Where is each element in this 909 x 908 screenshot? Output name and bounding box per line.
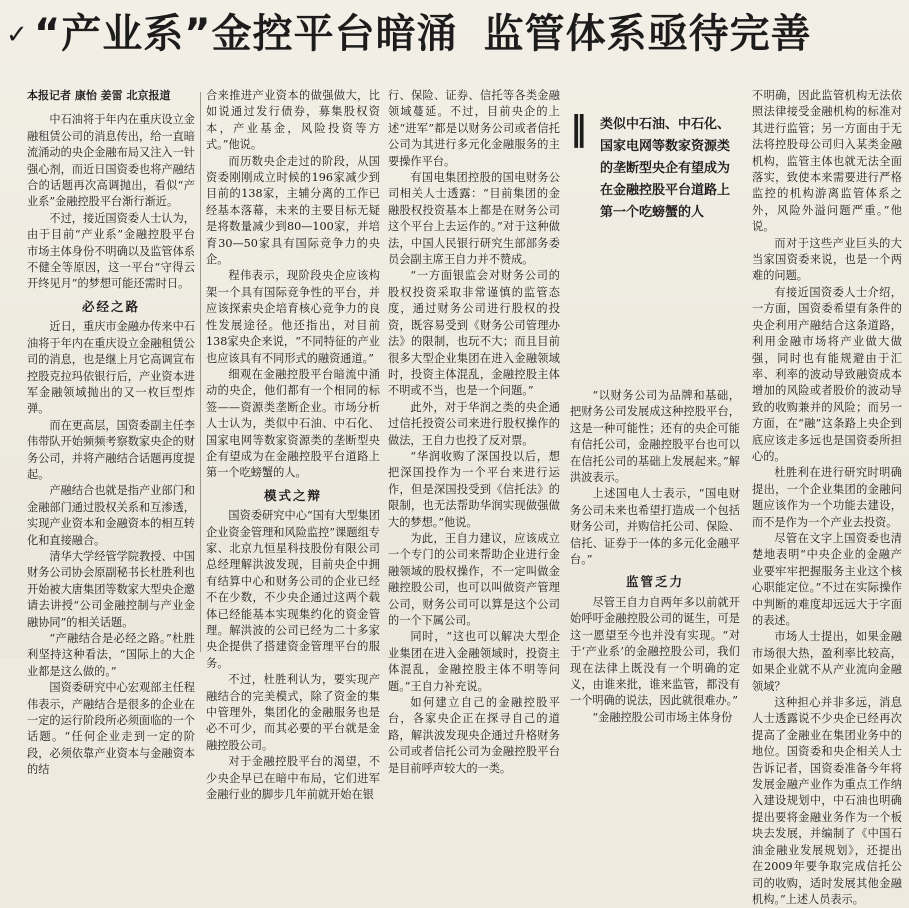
- column-3: [388, 88, 560, 775]
- paragraph: 杜胜利在进行研究时明确提出，一个企业集团的金融问题应该作为一个功能去建设，而不是作为一个产业去投资。: [752, 466, 902, 529]
- byline: 本报记者 康怡 姜雷 北京报道: [27, 89, 171, 102]
- paragraph: 细观在金融控股平台暗流中涌动的央企，他们都有一个相同的标签——资源类垄断企业。市场分析人士认为，类似中石油、中石化、国家电网等数家资源类的垄断型央企有望成为在金融控股平台道路上第一个吃螃蟹的人。: [206, 367, 380, 480]
- paragraph: 如何建立自己的金融控股平台，各家央企正在探寻自己的道路，解洪波发现央企通过升格财务公司或者信托公司为金融控股平台是目前呼声较大的一类。: [388, 696, 560, 775]
- subheading-model-debate: 模式之辩: [263, 487, 322, 503]
- pull-quote-text: 类似中石油、中石化、国家电网等数家资源类的垄断型央企有望成为在金融控股平台道路上第一个吃螃蟹的人: [600, 117, 731, 220]
- paragraph: 产融结合也就是指产业部门和金融部门通过股权关系和互渗透，实现产业资本和金融资本的相互转化和直接融合。: [27, 484, 195, 547]
- column-divider: [200, 92, 201, 652]
- paragraph: 尽管在文字上国资委也清楚地表明“中央企业的金融产业要牢牢把握服务主业这个核心职能定位。”不过在实际操作中判断的难度却远远大于字面的表述。: [752, 531, 902, 627]
- subheading-essential-path: 必经之路: [81, 298, 140, 314]
- paragraph: 行、保险、证券、信托等各类金融领域蔓延。不过，目前央企的上述“进军”都是以财务公司或者信托公司为其进行多元化金融服务的主要操作平台。: [388, 89, 560, 168]
- column-2: [206, 88, 380, 802]
- paragraph: 中石油将于年内在重庆设立金融租赁公司的消息传出，给一直暗流涌动的央企金融布局又注入一针强心剂，而近日国资委也将产融结合的话题再次高调抛出，看似“产业系”金融控股平台渐行渐近。: [27, 113, 195, 209]
- paragraph: 近日，重庆市金融办传来中石油将于年内在重庆设立金融租赁公司的消息，也是继上月它高调宣布控股克拉玛依银行后，产业资本进军金融领域抛出的又一枚巨型炸弹。: [27, 320, 195, 416]
- column-5: [752, 88, 902, 906]
- column-4: [570, 88, 740, 724]
- paragraph: 同时，“这也可以解决大型企业集团在进入金融领域时，投资主体混乱，金融控股主体不明等问题。”王自力补充说。: [388, 630, 560, 693]
- paragraph: 市场人士提出，如果金融市场很大热，盈利率比较高，如果企业就不从产业流向金融领域？: [752, 630, 902, 693]
- headline-main: “产业系”金控平台暗涌: [34, 11, 458, 57]
- subheading-weak-oversight: 监管乏力: [625, 574, 684, 590]
- paragraph: “华润收购了深国投以后，想把深国投作为一个平台来进行运作，但是深国投受到《信托法》的限制，也无法帮助华润实现做强做大的梦想。”他说。: [388, 449, 560, 529]
- paragraph: 国资委研究中心宏观部主任程伟表示，产融结合是很多的企业在一定的运行阶段所必须面临的一个话题。“任何企业走到一定的阶段，必须依靠产业资本与金融资本的结: [27, 681, 195, 777]
- paragraph: 有国电集团控股的国电财务公司相关人士透露：“目前集团的金融股权投资基本上都是在财务公司这个平台上去运作的。”对于这种做法，中国人民银行研究生部部务委员会副主席王自力并不赞成。: [388, 171, 560, 267]
- paragraph: “产融结合是必经之路。”杜胜利坚持这种看法，“国际上的大企业都是这么做的。”: [27, 632, 195, 678]
- paragraph: 合来推进产业资本的做强做大，比如说通过发行债券，募集股权资本，产业基金，风险投资等方式。”他说。: [206, 89, 380, 152]
- paragraph: “金融控股公司市场主体身份: [592, 710, 733, 724]
- paragraph: 有接近国资委人士介绍，一方面，国资委希望有条件的央企利用产融结合这条道路，利用金融市场将产业做大做强，同时也有能规避由于汇率、利率的波动导致融资成本增加的风险或者股价的波动导致的收购兼并的风险；而另一方面，在“融”这条路上央企到底应该走多远也是国资委所担心的。: [752, 285, 902, 463]
- paragraph: 清华大学经管学院教授、中国财务公司协会原副秘书长杜胜利也开始被大唐集团等数家大型央企邀请去讲授“公司金融控制与产业金融协同”的相关话题。: [27, 549, 195, 629]
- paragraph: 此外，对于华润之类的央企通过信托投资公司来进行股权操作的做法，王自力也投了反对票。: [388, 400, 560, 447]
- paragraph: 上述国电人士表示，“国电财务公司未来也希望打造成一个包括财务公司，并购信托公司、保险、信托、证券于一体的多元化金融平台。”: [570, 487, 740, 567]
- headline-secondary: 监管体系亟待完善: [483, 11, 812, 57]
- paragraph: 国资委研究中心“国有大型集团企业资金管理和风险监控”课题组专家、北京九恒星科技股份有限公司总经理解洪波发现，目前央企中拥有结算中心和财务公司的企业已经不在少数，不少央企通过这两个载体已经能基本实现集约化的资金管理。解洪波的公司已经为二十多家央企提供了搭建资金管理平台的服务。: [206, 509, 380, 670]
- paragraph: 尽管王自力自两年多以前就开始呼吁金融控股公司的诞生，可是这一愿望至今也并没有实现。“对于‘产业系’的金融控股公司，我们现在法律上既没有一个明确的定义，由谁来批，谁来监管，都没有一个明确的说法，因此就很难办。”: [570, 595, 740, 708]
- paragraph: 不过，接近国资委人士认为，由于目前“产业系”金融控股平台市场主体身份不明确以及监管体系不健全等原因，这一平台“守得云开终见月”的梦想可能还需时日。: [27, 211, 195, 291]
- paragraph: 程伟表示，现阶段央企应该构架一个具有国际竞争性的平台，并应该探索央企培育核心竞争力的良性发展途径。他还指出，对目前138家央企来说，“不同特征的产业也应该具有不同形式的融资通道。”: [206, 269, 380, 365]
- paragraph: “一方面银监会对财务公司的股权投资采取非常谨慎的监管态度，通过财务公司进行股权的投资，既容易受到《财务公司管理办法》的限制，也玩不大；而且目前很多大型企业集团在进入金融领域时，投资主体混乱，金融控股主体不明或不当，也是一个问题。”: [388, 269, 560, 398]
- paragraph: “以财务公司为品牌和基础，把财务公司发展成这种控股平台，这是一种可能性；还有的央企可能有信托公司，金融控股平台也可以在信托公司的基础上发展起来。”解洪波表示。: [570, 389, 740, 485]
- paragraph: 而在更高层，国资委副主任李伟带队开始频频考察数家央企的财务公司，并将产融结合话题再度提起。: [27, 418, 195, 481]
- paragraph: 而历数央企走过的阶段，从国资委刚刚成立时候的196家减少到目前的138家，主辅分离的工作已经基本落幕，未来的主要目标无疑是将数量减少到80—100家，并培育30—50家具有国际竞争力的央企。: [206, 154, 380, 267]
- paragraph: 不过，杜胜利认为，要实现产融结合的完美模式，除了资金的集中管理外，集团化的金融服务也是必不可少，而其必要的平台就是金融控股公司。: [206, 673, 380, 752]
- paragraph: 不明确，因此监管机构无法依照法律接受金融机构的标准对其进行监管；另一方面由于无法将控股母公司归入某类金融机构，监管主体也就无法全面落实，致使本来需要进行严格监控的机构游离监管体系之外，风险外溢问题严重。”他说。: [752, 89, 902, 234]
- headline: [34, 6, 812, 62]
- paragraph: 而对于这些产业巨头的大当家国资委来说，也是一个两难的问题。: [752, 236, 902, 283]
- column-1: [27, 88, 195, 777]
- pull-quote-marks-icon: ‖: [570, 109, 587, 149]
- paragraph: 对于金融控股平台的渴望，不少央企早已在暗中布局，它们进军金融行业的脚步几年前就开始在银: [206, 755, 380, 802]
- paragraph: 这种担心并非多远，消息人士透露说不少央企已经再次提高了金融业在集团业务中的地位。国资委和央企相关人士告诉记者，国资委准备今年将发展金融产业作为重点工作纳入建设规划中，中石油也明确提出要将金融业务作为一个板块去发展，并编制了《中国石油金融业发展规划》，还提出在2009年要争取完成信托公司的收购，适时发展其他金融机构。”上述人员表示。: [752, 696, 902, 906]
- paragraph: 为此，王自力建议，应该成立一个专门的公司来帮助企业进行金融领域的股权操作，不一定叫做金融控股公司，也可以叫做资产管理公司，财务公司可以算是这个公司的一个下属公司。: [388, 531, 560, 627]
- checkmark-icon: ✓: [6, 20, 28, 50]
